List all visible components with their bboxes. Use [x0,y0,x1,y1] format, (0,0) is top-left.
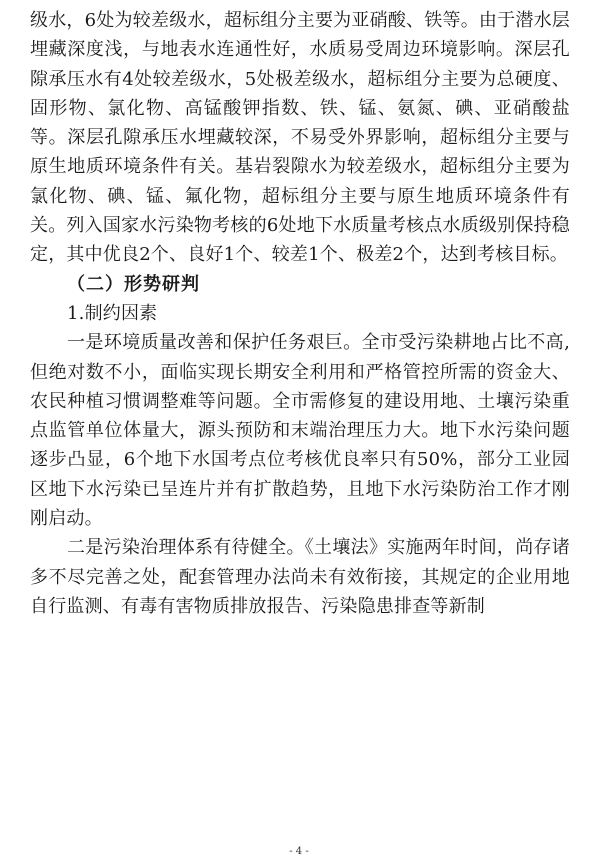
section-heading-situation-analysis: （二）形势研判 [67,273,200,295]
document-body [30,6,570,621]
paragraph-governance-system: 二是污染治理体系有待健全。《土壤法》实施两年时间，尚存诸多不尽完善之处，配套管理办法尚未有效衔接，其规定的企业用地自行监测、有毒有害物质排放报告、污染隐患排查等新制 [30,537,570,617]
paragraph-environment-quality: 一是环境质量改善和保护任务艰巨。全市受污染耕地占比不高,但绝对数不小，面临实现长期安全利用和严格管控所需的资金大、农民种植习惯调整难等问题。全市需修复的建设用地、土壤污染重点监管单位体量大，源头预防和末端治理压力大。地下水污染问题逐步凸显，6个地下水国考点位考核优良率只有50%，部分工业园区地下水污染已呈连片并有扩散趋势，且地下水污染防治工作才刚刚启动。 [30,332,570,530]
subheading-constraints: 1.制约因素 [67,302,158,324]
paragraph-groundwater-status: 级水，6处为较差级水，超标组分主要为亚硝酸、铁等。由于潜水层埋藏深度浅，与地表水连通性好，水质易受周边环境影响。深层孔隙承压水有4处较差级水，5处极差级水，超标组分主要为总硬度、固形物、氯化物、高锰酸钾指数、铁、锰、氨氮、碘、亚硝酸盐等。深层孔隙承压水埋藏较深，不易受外界影响，超标组分主要与原生地质环境条件有关。基岩裂隙水为较差级水，超标组分主要为氯化物、碘、锰、氟化物，超标组分主要与原生地质环境条件有关。列入国家水污染物考核的6处地下水质量考核点水质级别保持稳定，其中优良2个、良好1个、较差1个、极差2个，达到考核目标。 [30,10,570,266]
page-number: - 4 - [289,846,309,857]
